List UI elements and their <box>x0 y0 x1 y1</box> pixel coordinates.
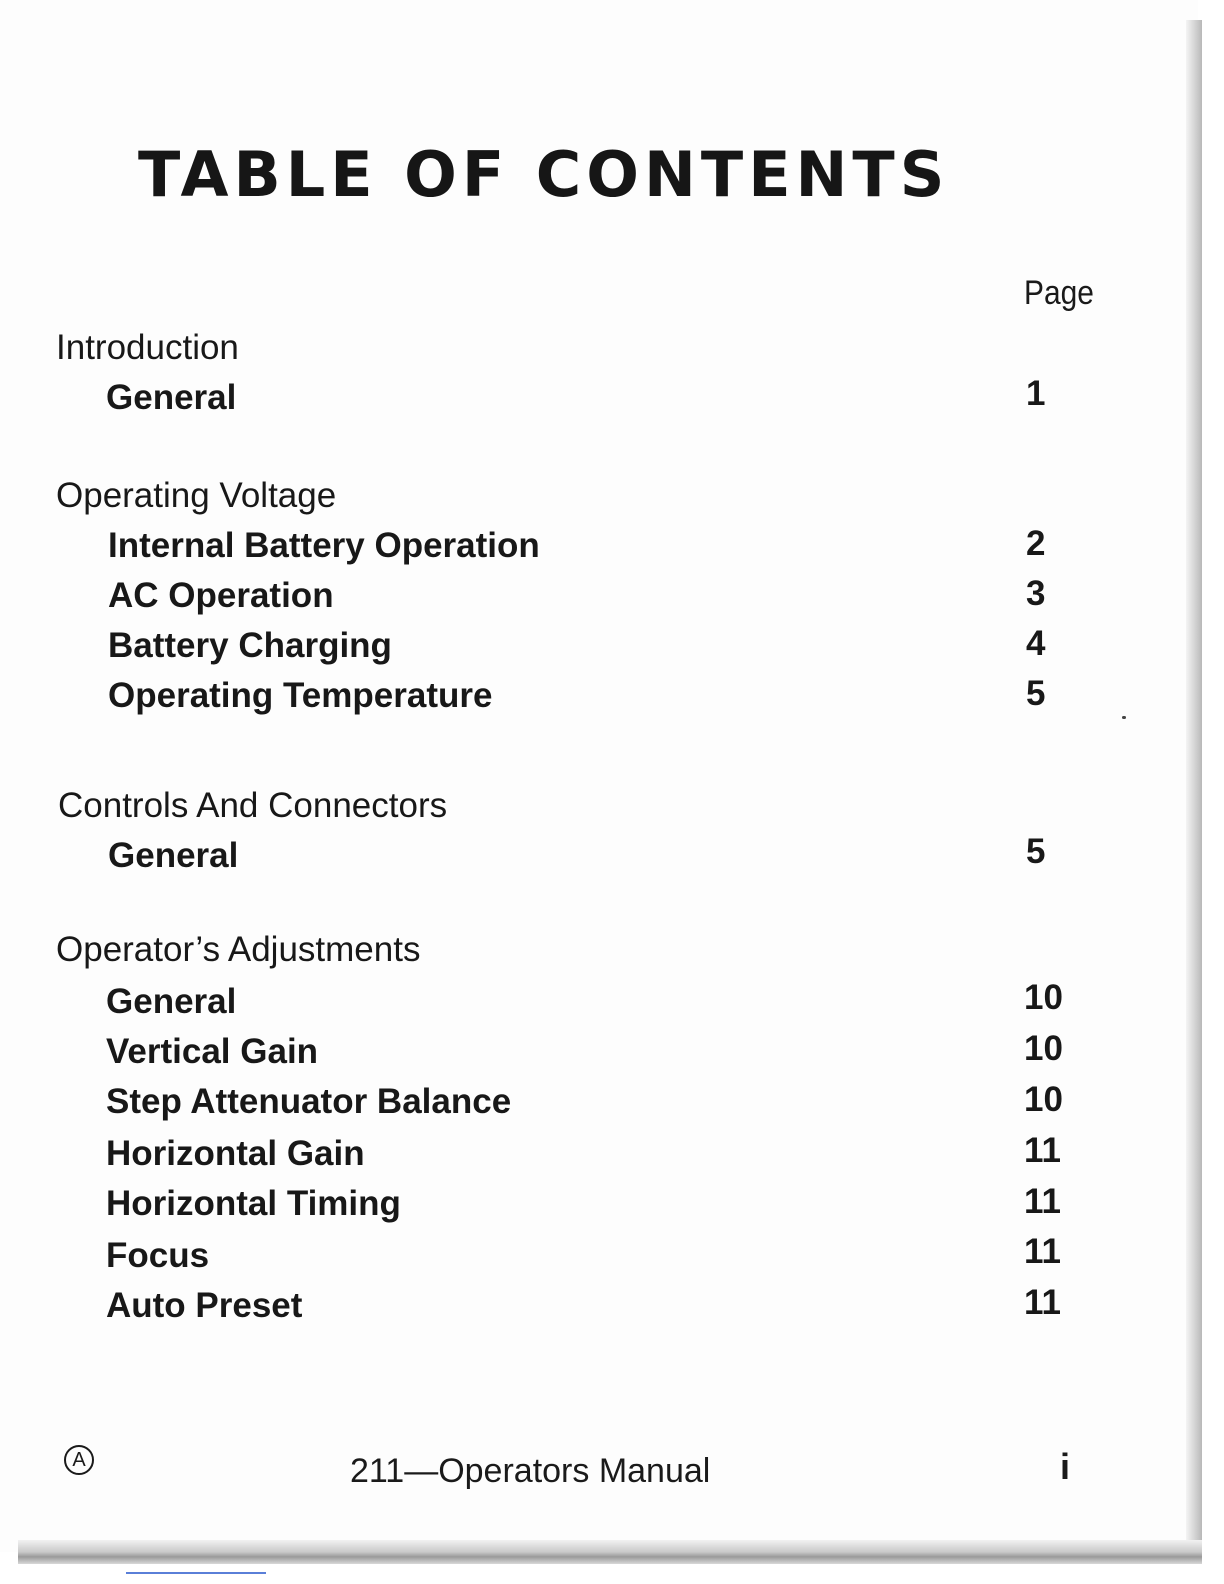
toc-item-label: Focus <box>106 1236 210 1275</box>
toc-item-page: 5 <box>1026 832 1046 871</box>
toc-item-page: 1 <box>1026 374 1046 413</box>
bottom-blue-line <box>126 1572 266 1574</box>
toc-item-page: 10 <box>1024 978 1063 1017</box>
toc-item-label: General <box>106 378 237 417</box>
scan-speck <box>1122 716 1126 719</box>
toc-item-label: Step Attenuator Balance <box>106 1082 512 1121</box>
page-title: TABLE OF CONTENTS <box>138 138 950 211</box>
toc-item-page: 3 <box>1026 574 1046 613</box>
toc-item-label: Operating Temperature <box>108 676 493 715</box>
toc-item-page: 10 <box>1024 1029 1063 1068</box>
toc-item-page: 11 <box>1024 1232 1061 1271</box>
page-edge-shadow <box>1186 20 1202 1550</box>
toc-item-page: 10 <box>1024 1080 1063 1119</box>
toc-item-page: 11 <box>1024 1131 1061 1170</box>
toc-item-label: Internal Battery Operation <box>108 526 540 565</box>
section-heading-controls-and-connectors: Controls And Connectors <box>58 786 448 825</box>
toc-item-label: General <box>106 982 237 1021</box>
section-heading-operators-adjustments: Operator’s Adjustments <box>56 930 421 969</box>
toc-item-label: AC Operation <box>108 576 334 615</box>
toc-item-page: 11 <box>1024 1283 1061 1322</box>
toc-item-label: Vertical Gain <box>106 1032 319 1071</box>
toc-item-label: Horizontal Timing <box>106 1184 401 1223</box>
toc-item-label: General <box>108 836 239 875</box>
page-bottom-shadow <box>18 1540 1202 1564</box>
toc-item-label: Auto Preset <box>106 1286 303 1325</box>
revision-mark: A <box>64 1445 94 1475</box>
toc-item-page: 2 <box>1026 524 1046 563</box>
footer-manual-title: 211—Operators Manual <box>350 1452 711 1490</box>
toc-item-page: 5 <box>1026 674 1046 713</box>
toc-item-label: Battery Charging <box>108 626 392 665</box>
toc-item-page: 11 <box>1024 1182 1061 1221</box>
page-column-header: Page <box>1024 274 1094 312</box>
toc-item-page: 4 <box>1026 624 1046 663</box>
toc-item-label: Horizontal Gain <box>106 1134 365 1173</box>
section-heading-operating-voltage: Operating Voltage <box>56 476 337 515</box>
section-heading-introduction: Introduction <box>56 328 239 367</box>
footer-page-number: i <box>1060 1446 1071 1487</box>
